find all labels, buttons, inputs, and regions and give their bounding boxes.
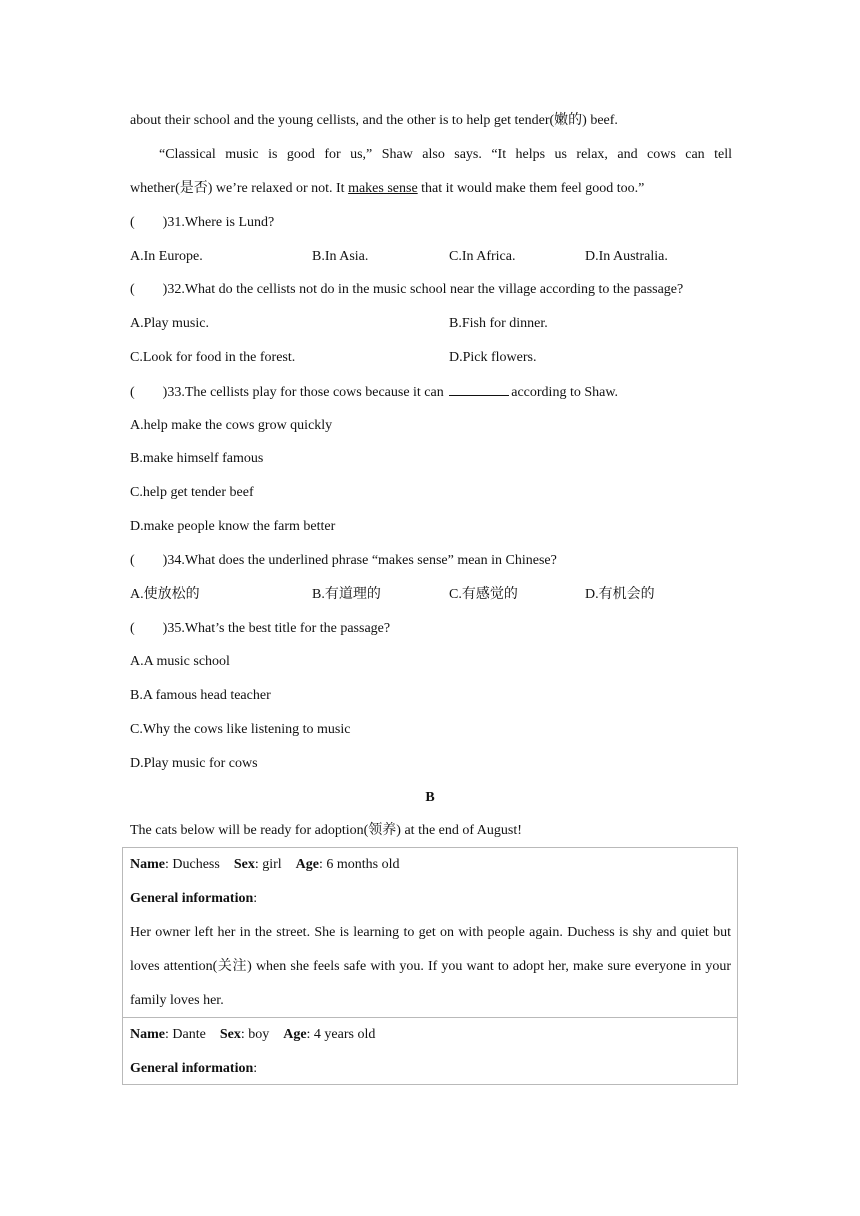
passage-text: that it would make them feel good too.” (417, 181, 645, 196)
general-info-heading (130, 890, 731, 908)
question-35-option-b[interactable]: B.A famous head teacher (130, 688, 271, 703)
question-32-option-b[interactable]: B.Fish for dinner. (449, 316, 548, 331)
question-35-option-c[interactable]: C.Why the cows like listening to music (130, 722, 351, 737)
question-31-option-c[interactable]: C.In Africa. (449, 249, 516, 264)
question-34-option-b[interactable]: B.有道理的 (312, 587, 381, 602)
answer-blank (449, 383, 509, 396)
passage-paragraph-line (130, 180, 732, 198)
cat-sex: : boy (240, 1027, 270, 1043)
question-33-option-c[interactable]: C.help get tender beef (130, 485, 254, 500)
sex-label: Sex (233, 857, 255, 872)
cat-name: : Dante (165, 1027, 206, 1043)
question-35-option-a[interactable]: A.A music school (130, 654, 230, 669)
passage-line: about their school and the young cellists, and the other is to help get tender(嫩的) beef. (130, 113, 618, 128)
passage-paragraph-line: “Classical music is good for us,” Shaw also says. “It helps us relax, and cows can tell (159, 147, 732, 162)
question-34-option-c[interactable]: C.有感觉的 (449, 587, 518, 602)
cat-age: : 4 years old (306, 1027, 376, 1043)
cat-cell-duchess (123, 848, 738, 1018)
name-label: Name (130, 1027, 165, 1043)
question-34-stem: ( )34.What does the underlined phrase “makes sense” mean in Chinese? (130, 553, 557, 568)
question-34-option-a[interactable]: A.使放松的 (130, 587, 200, 602)
question-34-option-d[interactable]: D.有机会的 (585, 587, 655, 602)
question-31-stem: ( )31.Where is Lund? (130, 215, 275, 230)
question-31-option-a[interactable]: A.In Europe. (130, 249, 203, 264)
cat-header (130, 1026, 731, 1044)
question-33-stem-text: ( )33.The cellists play for those cows because it can (130, 385, 448, 400)
passage-text: whether(是否) we’re relaxed or not. It (130, 181, 349, 196)
general-info-heading (130, 1060, 731, 1078)
question-33-stem-text: according to Shaw. (511, 385, 619, 400)
sex-label: Sex (219, 1027, 241, 1043)
question-32-option-c[interactable]: C.Look for food in the forest. (130, 350, 296, 365)
cat-header (130, 856, 731, 874)
age-label: Age (295, 857, 319, 872)
section-intro: The cats below will be ready for adoption(领养) at the end of August! (130, 823, 522, 838)
question-35-stem: ( )35.What’s the best title for the passage? (130, 621, 391, 636)
underlined-phrase: makes sense (348, 181, 418, 196)
section-heading: B (425, 790, 435, 805)
age-label: Age (283, 1027, 307, 1043)
cat-age: : 6 months old (319, 857, 400, 872)
question-33-option-d[interactable]: D.make people know the farm better (130, 519, 336, 534)
colon: : (253, 1061, 258, 1077)
colon: : (253, 891, 258, 906)
table-row (123, 848, 738, 1018)
question-33-stem (130, 383, 732, 402)
cat-name: : Duchess (165, 857, 220, 872)
general-info-label: General information (130, 1061, 254, 1077)
question-31-option-b[interactable]: B.In Asia. (312, 249, 369, 264)
question-35-option-d[interactable]: D.Play music for cows (130, 756, 258, 771)
question-32-option-d[interactable]: D.Pick flowers. (449, 350, 537, 365)
table-row (123, 1018, 738, 1085)
cat-description: Her owner left her in the street. She is learning to get on with people again. Duchess is shy and quiet but loves attention(关注) when she feels safe with you. If you want to adopt her, make sure everyone in your family loves her. (130, 925, 731, 1008)
question-31-option-d[interactable]: D.In Australia. (585, 249, 668, 264)
question-32-stem: ( )32.What do the cellists not do in the music school near the village according to the passage? (130, 282, 684, 297)
cats-table (122, 847, 738, 1085)
cat-sex: : girl (254, 857, 282, 872)
question-32-option-a[interactable]: A.Play music. (130, 316, 209, 331)
name-label: Name (130, 857, 165, 872)
question-33-option-b[interactable]: B.make himself famous (130, 451, 264, 466)
general-info-label: General information (130, 891, 254, 906)
question-33-option-a[interactable]: A.help make the cows grow quickly (130, 418, 333, 433)
cat-cell-dante (123, 1018, 738, 1085)
